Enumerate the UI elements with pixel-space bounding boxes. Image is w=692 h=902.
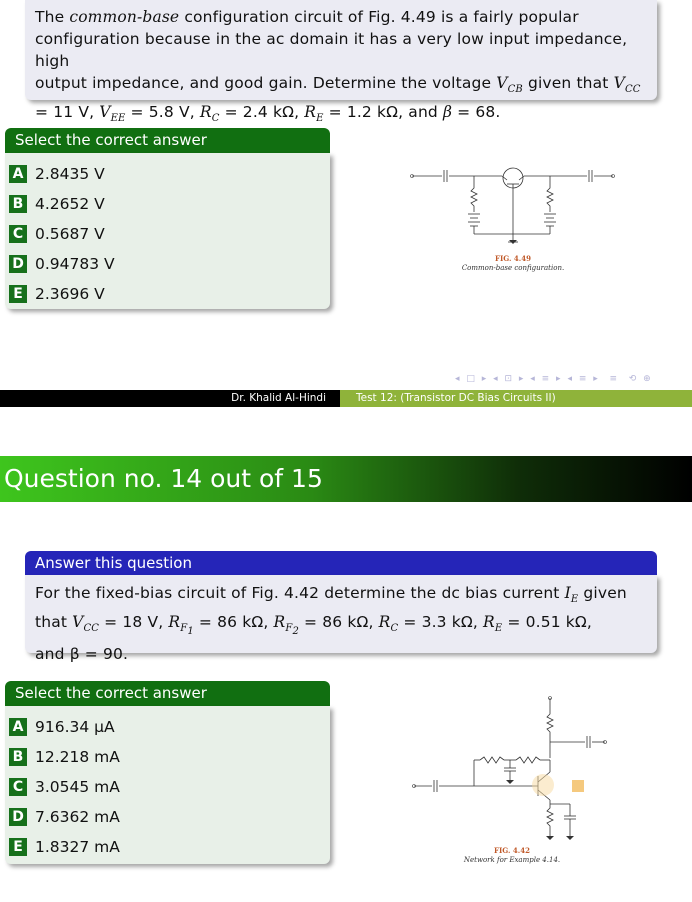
option-letter: A <box>9 165 27 183</box>
option-letter: B <box>9 195 27 213</box>
option-b-2[interactable] <box>5 742 330 772</box>
option-e-2[interactable] <box>5 832 330 862</box>
figure-caption-2: Network for Example 4.14. <box>463 856 561 864</box>
answer-header-1: Select the correct answer <box>5 128 330 153</box>
option-text: 0.94783 V <box>35 255 115 273</box>
answer-list-1 <box>5 153 330 309</box>
footer-author: Dr. Khalid Al-Hindi <box>0 390 340 407</box>
question-box-2 <box>25 575 657 664</box>
option-letter: D <box>9 255 27 273</box>
option-d-2[interactable] <box>5 802 330 832</box>
question-text-1: The common-base configuration circuit of Fig. 4.49 is a fairly popular configuration because in the ac domain it has a very low input impedance, high output impedance, and good gain. Determine the voltage $V_{CB}$ given that $V_{CC}$ = 11 V, $V_{EE} = 5.8$ V, $R_C = 2.4$ kΩ, $R_E = 1.2$ kΩ, and β = 68. <box>35 8 641 125</box>
option-text: 7.6362 mA <box>35 808 120 826</box>
circuit-figure-4-42 <box>400 688 620 868</box>
option-letter: E <box>9 285 27 303</box>
option-text: 2.3696 V <box>35 285 105 303</box>
question-box-title: Answer this question <box>25 551 657 575</box>
circuit-figure-4-49 <box>398 158 628 278</box>
option-letter: E <box>9 838 27 856</box>
footer-test-title: Test 12: (Transistor DC Bias Circuits II) <box>340 390 692 407</box>
option-letter: A <box>9 718 27 736</box>
figure-number-2: FIG. 4.42 <box>494 846 530 855</box>
slide-separator <box>0 407 692 456</box>
figure-caption-1: Common-base configuration. <box>461 264 565 272</box>
option-c-2[interactable] <box>5 772 330 802</box>
option-text: 3.0545 mA <box>35 778 120 796</box>
frame-title: Question no. 14 out of 15 <box>0 456 692 502</box>
figure-number-1: FIG. 4.49 <box>495 254 531 263</box>
option-text: 2.8435 V <box>35 165 105 183</box>
question-box-1 <box>25 0 657 125</box>
option-text: 916.34 μA <box>35 718 115 736</box>
answer-header-2: Select the correct answer <box>5 681 330 706</box>
option-text: 0.5687 V <box>35 225 105 243</box>
beamer-nav-icons[interactable]: ◂ □ ▸ ◂ ⊡ ▸ ◂ ≡ ▸ ◂ ≡ ▸ ≡ ⟲ ⊕ <box>455 374 653 384</box>
option-a-2[interactable] <box>5 712 330 742</box>
option-letter: B <box>9 748 27 766</box>
option-text: 12.218 mA <box>35 748 120 766</box>
option-a-1[interactable] <box>5 159 330 189</box>
answer-list-2 <box>5 706 330 864</box>
option-text: 1.8327 mA <box>35 838 120 856</box>
option-c-1[interactable] <box>5 219 330 249</box>
option-e-1[interactable] <box>5 279 330 309</box>
option-d-1[interactable] <box>5 249 330 279</box>
option-letter: D <box>9 808 27 826</box>
option-b-1[interactable] <box>5 189 330 219</box>
option-letter: C <box>9 778 27 796</box>
question-text-2: For the fixed-bias circuit of Fig. 4.42 determine the dc bias current $I_E$ given that $V_{CC} = 18$ V, $R_{F_1} = 86$ kΩ, $R_{F_2} = 86$ kΩ, $R_C = 3.3$ kΩ, $R_E = 0.51$ kΩ, and β = 90. <box>35 584 627 664</box>
option-text: 4.2652 V <box>35 195 105 213</box>
option-letter: C <box>9 225 27 243</box>
